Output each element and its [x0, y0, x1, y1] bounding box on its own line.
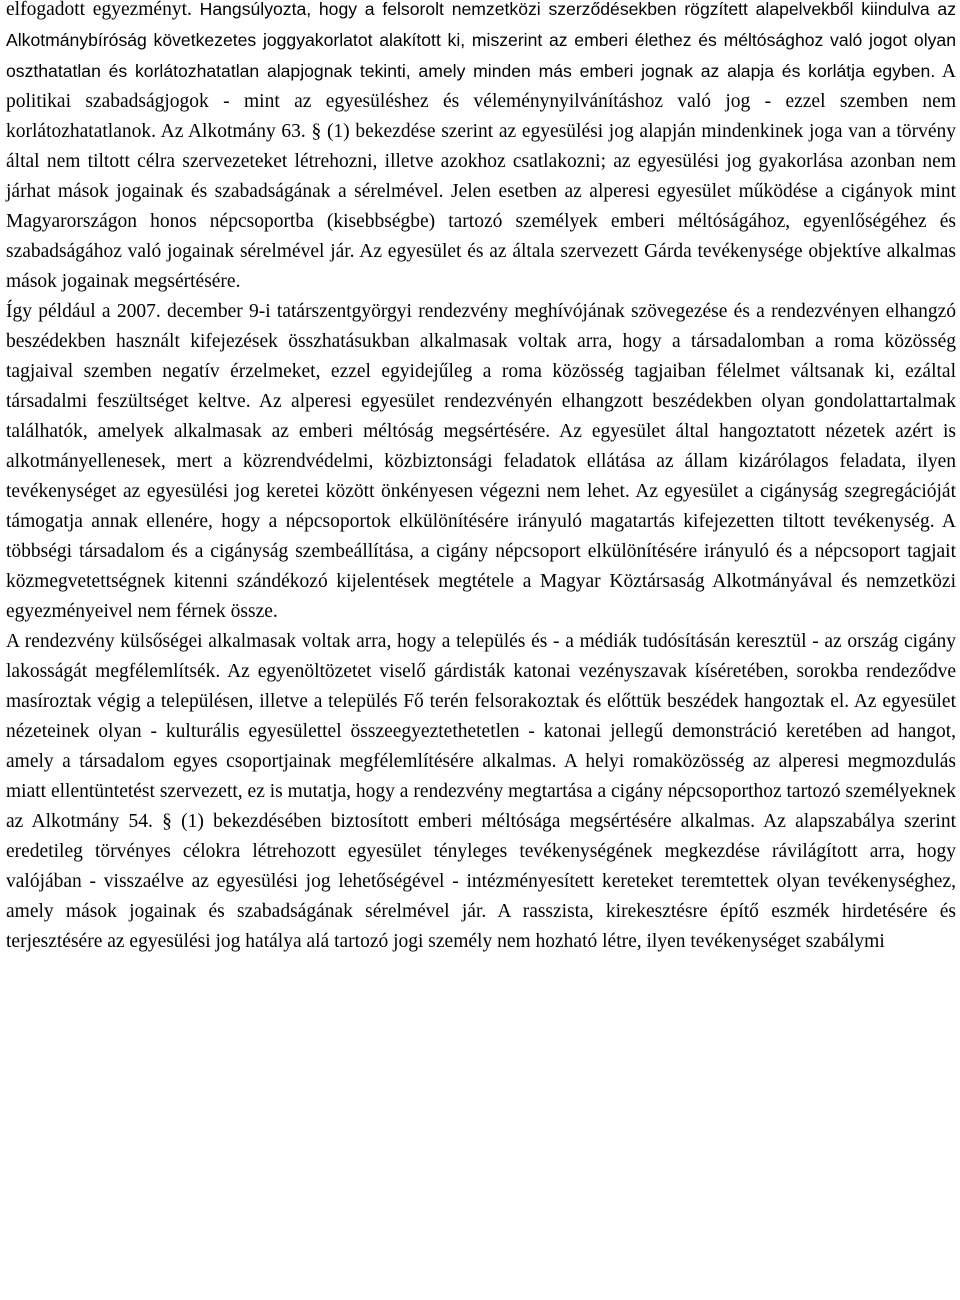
paragraph-3 — [6, 627, 956, 957]
text-segment-sans: Hangsúlyozta, hogy a felsorolt nemzetközi szerződésekben rögzített alapelvekből kiindulva az Alkotmánybíróság következetes joggyakorlatot alakított ki, miszerint az emberi élethez és méltósághoz való jogot olyan oszthatatlan és korlátozhatatlan alapjognak tekinti, amely minden más emberi jognak az alapja és korlátja egyben. — [6, 0, 957, 81]
text-segment: A politikai szabadságjogok - mint az egyesüléshez és véleménynyilvánításhoz való jog - ezzel szemben nem korlátozhatatlanok. Az Alkotmány 63. § (1) bekezdése szerint az egyesülési jog alapján mindenkinek joga van a törvény által nem tiltott célra szervezeteket létrehozni, illetve azokhoz csatlakozni; az egyesülési jog gyakorlása azonban nem járhat mások jogainak és szabadságának a sérelmével. Jelen esetben az alperesi egyesület működése a cigányok mint Magyarországon honos népcsoportba (kisebbségbe) tartozó személyek emberi méltóságához, egyenlőségéhez és szabadságához való jogainak sérelmével jár. Az egyesület és az általa szervezett Gárda tevékenysége objektíve alkalmas mások jogainak megsértésére. — [6, 61, 957, 292]
text-segment: elfogadott egyezményt. — [6, 0, 200, 20]
text-segment: Így például a 2007. december 9-i tatárszentgyörgyi rendezvény meghívójának szövegezése és a rendezvényen elhangzó beszédekben használt kifejezések összhatásukban alkalmasak voltak arra, hogy a társadalomban a roma közösség tagjaival szemben negatív érzelmeket, ezzel egyidejűleg a roma közösség tagjaiban félelmet váltsanak ki, ezáltal társadalmi feszültséget keltve. Az alperesi egyesület rendezvényén elhangzott beszédekben olyan gondolattartalmak találhatók, amelyek alkalmasak az emberi méltóság megsértésére. Az egyesület által hangoztatott nézetek azért is alkotmányellenesek, mert a közrendvédelmi, közbiztonsági feladatok ellátása az állam kizárólagos feladata, ilyen tevékenységet az egyesülési jog keretei között önkényesen végezni nem lehet. Az egyesület a cigányság szegregációját támogatja annak ellenére, hogy a népcsoportok elkülönítésére irányuló magatartás kifejezetten tiltott tevékenység. A többségi társadalom és a cigányság szembeállítása, a cigány népcsoport elkülönítésére irányuló és a népcsoport tagjait közmegvetettségnek kitenni szándékozó kijelentések megtétele a Magyar Köztársaság Alkotmányával és nemzetközi egyezményeivel nem férnek össze. — [6, 301, 956, 622]
paragraph-1 — [6, 0, 956, 297]
paragraph-2 — [6, 297, 956, 627]
document-page — [6, 0, 956, 957]
text-segment: A rendezvény külsőségei alkalmasak voltak arra, hogy a település és - a médiák tudósításán keresztül - az ország cigány lakosságát megfélemlítsék. Az egyenöltözetet viselő gárdisták katonai vezényszavak kíséretében, sorokba rendeződve masíroztak végig a településen, illetve a település Fő terén felsorakoztak és előttük beszédek hangoztak el. Az egyesület nézeteinek olyan - kulturális egyesülettel összeegyeztethetetlen - katonai jellegű demonstráció keretében ad hangot, amely a társadalom egyes csoportjainak megfélemlítésére alkalmas. A helyi romaközösség az alperesi megmozdulás miatt ellentüntetést szervezett, ez is mutatja, hogy a rendezvény megtartása a cigány népcsoporthoz tartozó személyeknek az Alkotmány 54. § (1) bekezdésében biztosított emberi méltósága megsértésére alkalmas. Az alapszabálya szerint eredetileg törvényes célokra létrehozott egyesület tényleges tevékenységének megkezdése rávilágított arra, hogy valójában - visszaélve az egyesülési jog lehetőségével - intézményesített kereteket teremtettek olyan tevékenységhez, amely mások jogainak és szabadságának sérelmével jár. A rasszista, kirekesztésre építő eszmék hirdetésére és terjesztésére az egyesülési jog hatálya alá tartozó jogi személy nem hozható létre, ilyen tevékenységet szabálymi — [6, 631, 956, 952]
